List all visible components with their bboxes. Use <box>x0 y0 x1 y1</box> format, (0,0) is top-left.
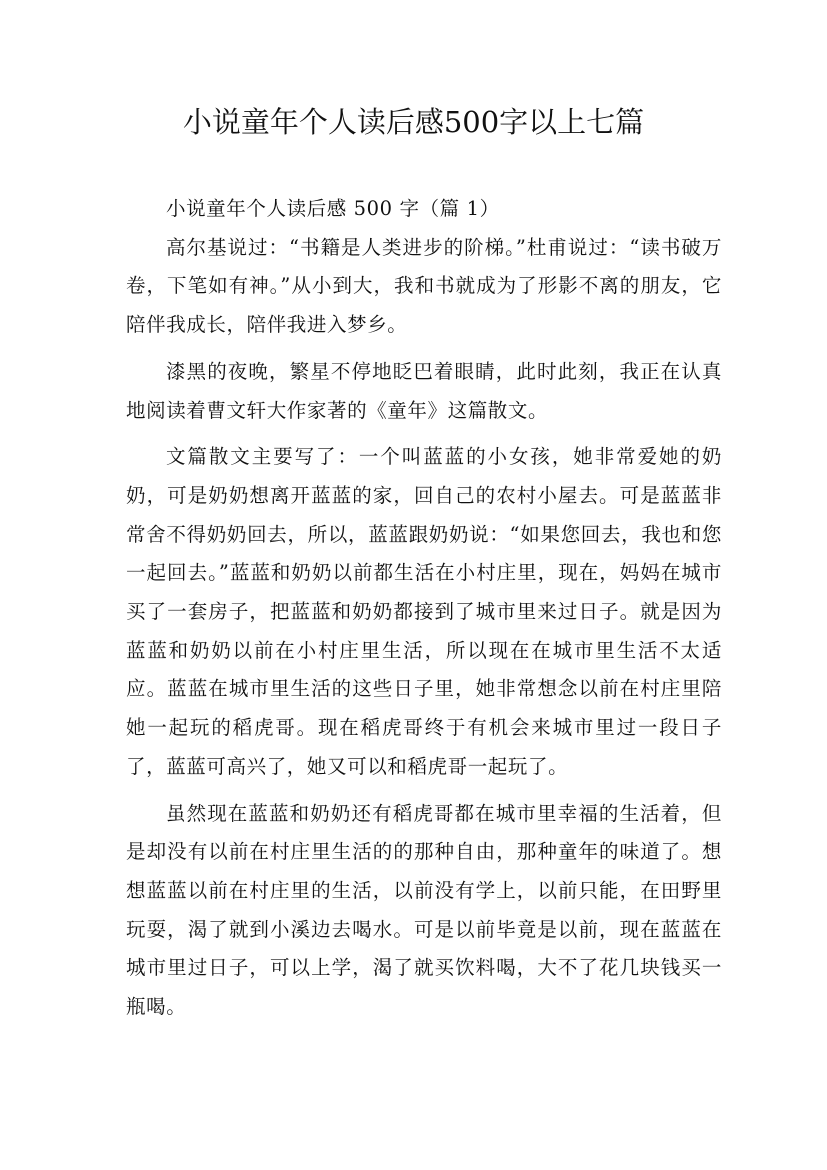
paragraph-4: 虽然现在蓝蓝和奶奶还有稻虎哥都在城市里幸福的生活着，但是却没有以前在村庄里生活的的那种自由，那种童年的味道了。想想蓝蓝以前在村庄里的生活，以前没有学上，以前只能，在田野里玩耍，渴了就到小溪边去喝水。可是以前毕竟是以前，现在蓝蓝在城市里过日子，可以上学，渴了就买饮料喝，大不了花几块钱买一瓶喝。 <box>126 801 722 1019</box>
paragraph-2: 漆黑的夜晚，繁星不停地眨巴着眼睛，此时此刻，我正在认真地阅读着曹文轩大作家著的《童年》这篇散文。 <box>126 359 722 422</box>
section-heading: 小说童年个人读后感 500 字（篇 1） <box>165 197 500 220</box>
document-body <box>126 190 722 1035</box>
document-title: 小说童年个人读后感500字以上七篇 <box>182 105 645 139</box>
paragraph-1: 高尔基说过：“书籍是人类进步的阶梯。”杜甫说过：“读书破万卷，下笔如有神。”从小到大，我和书就成为了形影不离的朋友，它陪伴我成长，陪伴我进入梦乡。 <box>126 235 722 337</box>
paragraph-3: 文篇散文主要写了：一个叫蓝蓝的小女孩，她非常爱她的奶奶，可是奶奶想离开蓝蓝的家，回自己的农村小屋去。可是蓝蓝非常舍不得奶奶回去，所以，蓝蓝跟奶奶说：“如果您回去，我也和您一起回去。”蓝蓝和奶奶以前都生活在小村庄里，现在，妈妈在城市买了一套房子，把蓝蓝和奶奶都接到了城市里来过日子。就是因为蓝蓝和奶奶以前在小村庄里生活，所以现在在城市里生活不太适应。蓝蓝在城市里生活的这些日子里，她非常想念以前在村庄里陪她一起玩的稻虎哥。现在稻虎哥终于有机会来城市里过一段日子了，蓝蓝可高兴了，她又可以和稻虎哥一起玩了。 <box>126 445 722 778</box>
